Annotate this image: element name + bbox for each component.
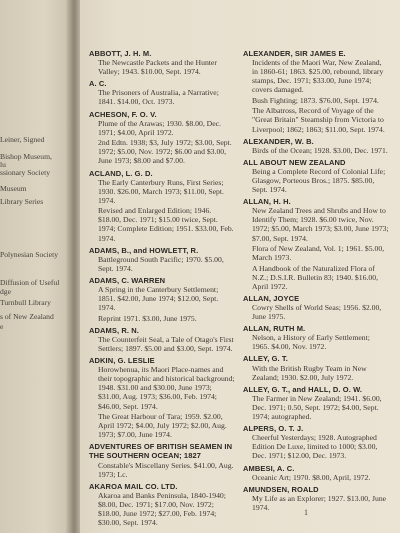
author-heading: AMBESI, A. C. xyxy=(243,463,295,473)
page-number: 1 xyxy=(304,508,308,517)
author-heading: ADKIN, G. LESLIE xyxy=(89,356,155,366)
author-heading: ADAMS, R. N. xyxy=(89,325,139,335)
left-column xyxy=(89,46,235,529)
title-entry: Nelson, a History of Early Settlement; 1965. $4.00, Nov. 1972. xyxy=(252,333,370,352)
previous-page-line: dge xyxy=(0,287,11,296)
title-entry: My Life as an Explorer; 1927. $13.00, June 1974. xyxy=(252,493,387,512)
title-entry: 2nd Edtn. 1938; $3, July 1972; $3.00, Sept. 1972; $5.00, Nov. 1972; $6.00 and $3.00, June 1973; $8.00 and $7.00. xyxy=(98,138,232,166)
catalogue-page xyxy=(80,0,400,533)
previous-page-line: lu xyxy=(0,160,6,169)
title-entry: Cheerful Yesterdays; 1928. Autographed Edition De Luxe, limited to 1000; $3.00, Dec. 1971; $12.00, Dec. 1973. xyxy=(252,433,378,461)
title-entry: With the British Rugby Team in New Zealand; 1930. $2.00, July 1972. xyxy=(252,363,367,382)
previous-page-line: s of New Zealand xyxy=(0,312,54,321)
author-heading: ALL ABOUT NEW ZEALAND xyxy=(243,157,346,167)
title-entry: New Zealand Trees and Shrubs and How to Identify Them; 1928. $6.00 twice, Nov. 1972; $5.00, March 1973; $3.00, June 1973; $7.00, Sept. 1974. xyxy=(252,206,389,243)
previous-page-line: ssionary Society xyxy=(0,168,50,177)
author-heading: ALPERS, O. T. J. xyxy=(243,424,304,434)
previous-page-line: e xyxy=(0,322,4,331)
author-heading: ACLAND, L. G. D. xyxy=(89,168,153,178)
title-entry: Battleground South Pacific; 1970. $5.00, Sept. 1974. xyxy=(98,254,224,273)
title-entry: Cowry Shells of World Seas; 1956. $2.00, June 1975. xyxy=(252,303,382,322)
title-entry: Flora of New Zealand, Vol. 1; 1961. $5.00, March 1973. xyxy=(252,244,385,263)
title-entry: Being a Complete Record of Colonial Life; Glasgow, Porteous Bros.; 1875. $85.00, Sept. 1974. xyxy=(252,166,386,195)
author-heading: AMUNDSEN, ROALD xyxy=(243,484,319,494)
title-entry: Incidents of the Maori War, New Zealand, in 1860-61; 1863. $25.00, rebound, library stamps, Dec. 1971; $33.00, June 1974; covers damaged. xyxy=(252,58,384,95)
previous-page-line: Leiner, Signed xyxy=(0,135,45,144)
title-entry: The Newcastle Packets and the Hunter Valley; 1943. $10.00, Sept. 1974. xyxy=(98,58,217,77)
title-entry: The Counterfeit Seal, a Tale of Otago's First Settlers; 1897. $5.00 and $3.00, Sept. 1974. xyxy=(98,334,234,353)
previous-page-line: Museum xyxy=(0,184,27,193)
author-heading: ADAMS, B., and HOWLETT, R. xyxy=(89,245,199,255)
title-entry: The Early Canterbury Runs, First Series; 1930. $26.00, March 1973; $11.00, Sept. 1974. xyxy=(98,177,224,205)
title-entry: Bush Fighting; 1873. $76.00, Sept. 1974. xyxy=(252,95,379,105)
title-entry: The Farmer in New Zealand; 1941. $6.00, Dec. 1971; 0.50, Sept. 1972; $4.00, Sept. 1974; autographed. xyxy=(252,393,382,422)
previous-page-line: Library Series xyxy=(0,197,44,206)
author-heading: ALLEY, G. T., and HALL, D. O. W. xyxy=(243,384,363,394)
previous-page-line: Diffusion of Useful xyxy=(0,278,60,287)
author-heading: ABBOTT, J. H. M. xyxy=(89,49,152,58)
right-column xyxy=(243,46,389,513)
title-entry: Oceanic Art; 1970. $8.00, April, 1972. xyxy=(252,472,371,482)
previous-page-line: Turnbull Library xyxy=(0,298,51,307)
author-heading: ADAMS, C. WARREN xyxy=(89,275,166,285)
author-heading: ADVENTURES OF BRITISH SEAMEN IN THE SOUTHERN OCEAN; 1827 xyxy=(89,442,233,461)
title-entry: A Spring in the Canterbury Settlement; 1851. $42.00, June 1974; $12.00, Sept. 1974. xyxy=(98,285,219,313)
author-heading: ALEXANDER, SIR JAMES E. xyxy=(243,49,346,58)
title-entry: The Albatross, Record of Voyage of the "Great Britain" Steamship from Victoria to Liverpool; 1862; 1863; $11.00, Sept. 1974. xyxy=(252,106,385,134)
title-entry: Akaroa and Banks Peninsula, 1840-1940; $8.00, Dec. 1971; $17.00, Nov. 1972; $18.00, June 1972; $27.00, Feb. 1974; $30.00, Sept. 1974. xyxy=(98,490,226,528)
title-entry: Birds of the Ocean; 1928. $3.00, Dec. 1971. xyxy=(252,145,388,155)
author-heading: ACHESON, F. O. V. xyxy=(89,109,157,119)
previous-page-line: Polynesian Society xyxy=(0,250,59,259)
title-entry: Plume of the Arawas; 1930. $8.00, Dec. 1971; $4.00, April 1972. xyxy=(98,118,221,137)
previous-page-line: Bishop Museum, xyxy=(0,152,52,161)
title-entry: The Prisoners of Australia, a Narrative; 1841. $14.00, Oct. 1973. xyxy=(98,88,219,107)
author-heading: A. C. xyxy=(89,79,107,89)
author-heading: AKAROA MAIL CO. LTD. xyxy=(89,481,178,491)
author-heading: ALLAN, JOYCE xyxy=(243,293,300,303)
author-heading: ALLAN, RUTH M. xyxy=(243,324,306,334)
author-heading: ALEXANDER, W. B. xyxy=(243,136,314,146)
title-entry: Revised and Enlarged Edition; 1946. $18.00, Dec. 1971; $15.00 twice, Sept. 1974; Complete Edition; 1951. $33.00, Feb. 1974. xyxy=(98,206,234,243)
author-heading: ALLEY, G. T. xyxy=(243,354,288,364)
title-entry: Horowhenua, its Maori Place-names and their topographic and historical background; 1948. $31.00 and $30.00, June 1973; $31.00, Aug. 1973; $36.00, Feb. 1974; $46.00, Sept. 1974. xyxy=(98,365,235,411)
title-entry: Reprint 1971. $3.00, June 1975. xyxy=(98,313,197,323)
author-heading: ALLAN, H. H. xyxy=(243,197,291,207)
title-entry: The Great Harbour of Tara; 1959. $2.00, April 1972; $4.00, July 1972; $2.00, Aug. 1973; $7.00, June 1974. xyxy=(98,412,227,440)
title-entry: A Handbook of the Naturalized Flora of N.Z.; D.S.I.R. Bulletin 83; 1940. $16.00, April 1972. xyxy=(252,263,378,291)
title-entry: Constable's Miscellany Series. $41.00, Aug. 1973; Lc. xyxy=(98,460,234,479)
previous-page-fragment xyxy=(0,0,74,533)
